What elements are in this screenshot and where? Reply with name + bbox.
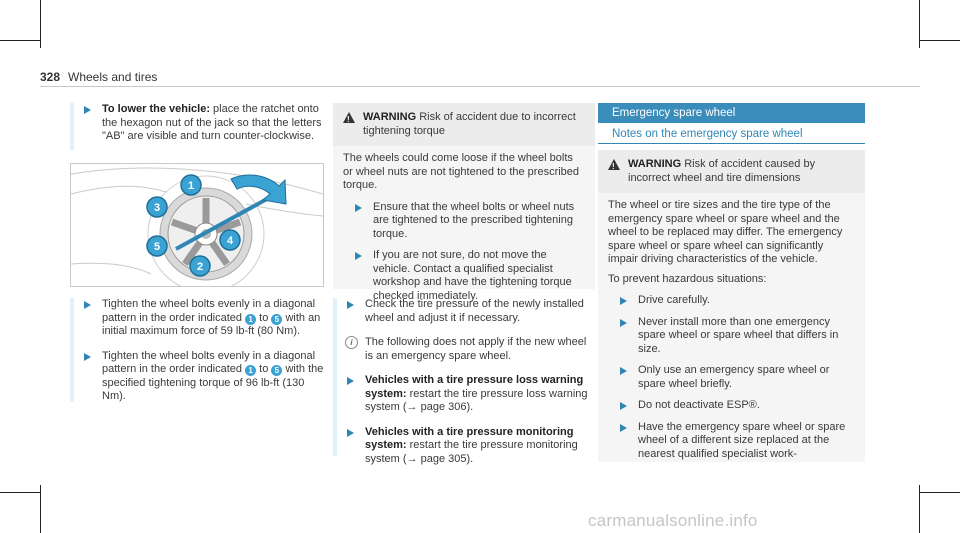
warning-label: WARNING <box>628 158 682 170</box>
bolt-marker-2 <box>190 256 210 276</box>
bullet-arrow-icon <box>620 319 627 327</box>
warning-box-spare-wheel <box>598 150 865 462</box>
wheel-bolt-order-figure <box>70 163 324 287</box>
column-left <box>70 103 325 155</box>
crop-mark <box>0 40 40 41</box>
page-title: Wheels and tires <box>68 70 158 84</box>
step-lead: Vehicles with a tire pressure monitoring system: <box>365 425 574 451</box>
bolt-number-badge: 5 <box>271 365 282 376</box>
bolt-marker-4 <box>220 230 240 250</box>
bullet-arrow-icon <box>620 297 627 305</box>
crop-mark <box>0 492 40 493</box>
subsection-title: Notes on the emergency spare wheel <box>598 128 865 144</box>
note-text: The following does not apply if the new wheel is an emergency spare wheel. <box>365 336 587 362</box>
step-lead: Vehicles with a tire pressure loss warning system: <box>365 374 584 400</box>
step-check-pressure <box>333 298 595 325</box>
warning-header <box>333 103 595 146</box>
warning-bullet <box>343 201 585 242</box>
bullet-text: If you are not sure, do not move the vehicle. Contact a qualified specialist workshop and have the tightening torque checked immediately. <box>373 249 572 302</box>
warning-bullet <box>343 249 585 303</box>
crop-mark <box>920 40 960 41</box>
step-arrow-icon <box>84 106 91 114</box>
crop-mark <box>40 0 41 48</box>
step-restart-loss-warning <box>333 374 595 415</box>
warning-body <box>598 193 865 469</box>
info-icon: i <box>345 336 358 349</box>
warning-box-torque <box>333 103 595 302</box>
bullet-text: Never install more than one emergency spare wheel or spare wheel that differs in size. <box>638 315 839 355</box>
step-text: place the ratchet onto the hexagon nut of the jack so that the letters "AB" are visible and turn counter-clockwise. <box>102 103 322 142</box>
step-text: to <box>256 311 272 324</box>
warning-bullet <box>608 316 855 357</box>
warning-bullet <box>608 364 855 391</box>
step-text: Tighten the wheel bolts evenly in a diagonal pattern in the order indicated <box>102 349 316 375</box>
warning-bullet <box>608 421 855 462</box>
bolt-number-badge: 1 <box>245 314 256 325</box>
bolt-marker-5 <box>147 236 167 256</box>
warning-bullet <box>608 294 855 308</box>
svg-text:4: 4 <box>226 235 234 247</box>
warning-icon <box>608 159 620 170</box>
info-note <box>333 336 595 363</box>
step-text: Tighten the wheel bolts evenly in a diagonal pattern in the order indicated <box>102 298 316 324</box>
step-text: with an initial maximum force of 59 lb-ft (80 Nm). <box>102 311 321 337</box>
step-text: restart the tire pressure monitoring system (→ page 305). <box>365 439 578 465</box>
bullet-text: Ensure that the wheel bolts or wheel nuts are tightened to the prescribed tightening torque. <box>373 200 575 240</box>
step-arrow-icon <box>84 353 91 361</box>
warning-header <box>598 150 865 193</box>
warning-text: To prevent hazardous situations: <box>608 272 767 285</box>
warning-title: Risk of accident due to incorrect tightening torque <box>363 111 576 137</box>
svg-text:5: 5 <box>153 241 161 253</box>
svg-text:2: 2 <box>196 261 204 273</box>
bolt-number-badge: 5 <box>271 314 282 325</box>
bullet-arrow-icon <box>620 424 627 432</box>
page-number: 328 <box>40 70 61 84</box>
column-left-lower <box>70 298 325 415</box>
step-lower-vehicle <box>70 103 325 144</box>
svg-text:1: 1 <box>187 180 195 192</box>
crop-mark <box>920 492 960 493</box>
step-arrow-icon <box>84 301 91 309</box>
warning-title: Risk of accident caused by incorrect wheel and tire dimensions <box>628 158 816 184</box>
bullet-text: Do not deactivate ESP®. <box>638 399 760 411</box>
svg-text:3: 3 <box>153 202 161 214</box>
bullet-arrow-icon <box>355 204 362 212</box>
column-middle-lower <box>333 298 595 477</box>
bolt-marker-3 <box>147 197 167 217</box>
bullet-arrow-icon <box>620 402 627 410</box>
step-text: to <box>256 363 272 375</box>
bullet-arrow-icon <box>355 252 362 260</box>
step-restart-monitoring <box>333 426 595 467</box>
section-title: Emergency spare wheel <box>598 103 865 123</box>
crop-mark <box>40 485 41 533</box>
step-arrow-icon <box>347 301 354 309</box>
step-text: with the specified tightening torque of 96 lb-ft (130 Nm). <box>102 363 324 402</box>
watermark: carmanualsonline.info <box>588 511 758 530</box>
step-lead: To lower the vehicle: <box>102 103 210 115</box>
step-arrow-icon <box>347 429 354 437</box>
step-tighten-initial <box>70 298 325 339</box>
header-divider <box>40 86 920 87</box>
step-arrow-icon <box>347 377 354 385</box>
warning-label: WARNING <box>363 111 417 123</box>
bolt-marker-1 <box>181 175 201 195</box>
bolt-number-badge: 1 <box>245 365 256 376</box>
step-tighten-final <box>70 350 325 404</box>
step-text: restart the tire pressure loss warning system (→ page 306). <box>365 387 588 413</box>
wheel-illustration <box>71 164 323 286</box>
bullet-text: Drive carefully. <box>638 294 710 306</box>
warning-body <box>333 146 595 311</box>
bullet-arrow-icon <box>620 367 627 375</box>
warning-icon <box>343 112 355 123</box>
warning-bullet <box>608 399 855 413</box>
warning-text: The wheels could come loose if the wheel bolts or wheel nuts are not tightened to the prescribed torque. <box>343 152 580 191</box>
warning-text: The wheel or tire sizes and the tire type of the emergency spare wheel or spare wheel and the wheel to be replaced may differ. The emergency spare wheel or spare wheel can significantly impair driving characteristics of the vehicle. <box>608 199 843 265</box>
bullet-text: Only use an emergency spare wheel or spare wheel briefly. <box>638 364 830 390</box>
bullet-text: Have the emergency spare wheel or spare wheel of a different size replaced at the nearest qualified specialist work- <box>638 420 846 460</box>
step-text: Check the tire pressure of the newly installed wheel and adjust it if necessary. <box>365 298 584 324</box>
